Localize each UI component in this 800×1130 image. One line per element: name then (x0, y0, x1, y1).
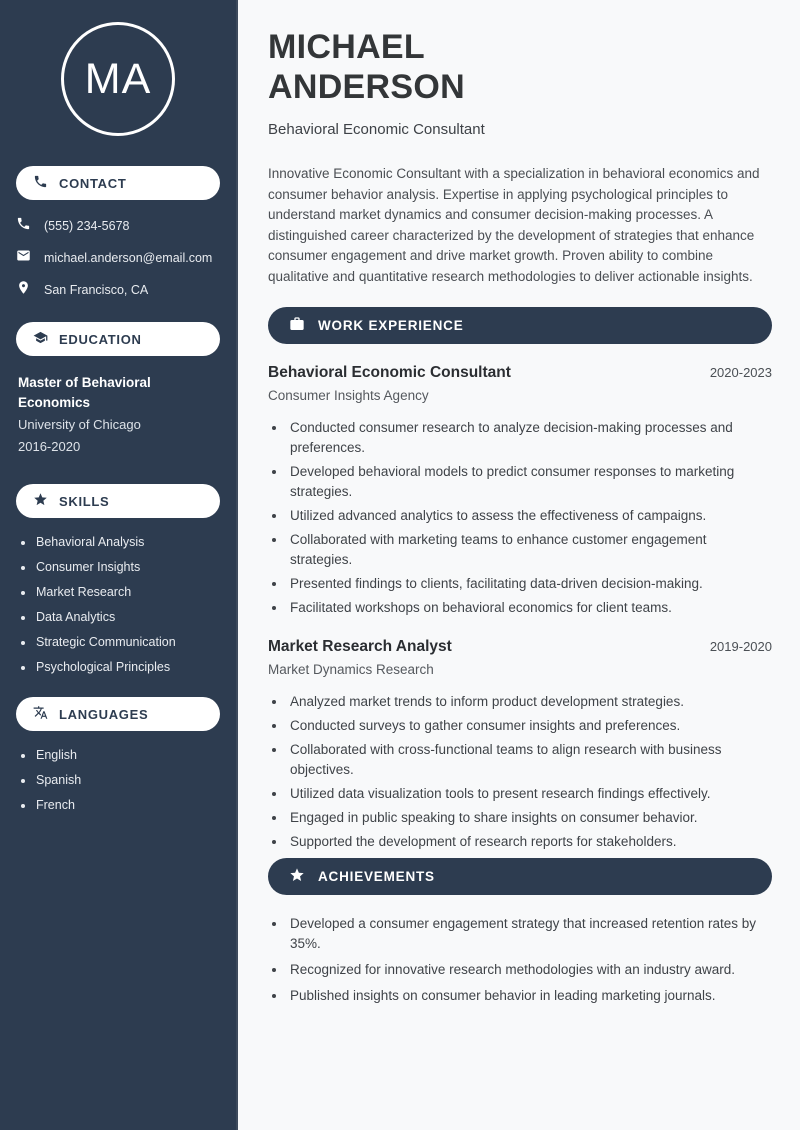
job-bullet: • Conducted consumer research to analyze decision-making processes and preferences. (287, 418, 772, 458)
work-experience-section-label: WORK EXPERIENCE (318, 318, 464, 333)
job-bullet: • Utilized advanced analytics to assess the effectiveness of campaigns. (287, 506, 772, 526)
translate-icon (33, 705, 48, 723)
job-header (268, 637, 772, 656)
job-title: Behavioral Economic Consultant (268, 364, 511, 381)
star-icon (289, 867, 305, 886)
job-bullet: • Analyzed market trends to inform product development strategies. (287, 692, 772, 712)
language-item: Spanish (20, 772, 220, 789)
job-company: Consumer Insights Agency (268, 388, 429, 403)
languages-section-header (16, 697, 220, 731)
achievements-section-header (268, 858, 772, 895)
skill-item: Market Research (20, 584, 220, 601)
profile-summary: Innovative Economic Consultant with a specialization in behavioral economics and consumer behavior analysis. Expertise in applying psychological principles to understand market dynamics and consumer decision-making processes. A distinguished career characterized by the development of strategies that enhance consumer engagement and drive market growth. Proven ability to combine qualitative and quantitative research methodologies to deliver actionable insights. (268, 166, 760, 284)
skill-item: Behavioral Analysis (20, 534, 220, 551)
education-degree: Master of Behavioral Economics (18, 375, 151, 410)
sidebar (0, 0, 238, 1130)
job-entry (268, 637, 772, 852)
contact-list (16, 216, 220, 300)
job-bullet: • Developed behavioral models to predict consumer responses to marketing strategies. (287, 462, 772, 502)
job-bullet: • Facilitated workshops on behavioral economics for client teams. (287, 598, 772, 618)
job-title: Market Research Analyst (268, 638, 452, 655)
location-text: San Francisco, CA (44, 282, 149, 297)
contact-phone-row (16, 216, 220, 236)
languages-list (16, 747, 220, 814)
contact-location-row (16, 280, 220, 300)
job-dates: 2020-2023 (709, 365, 772, 380)
avatar (61, 22, 175, 136)
job-header (268, 363, 772, 382)
email-icon (16, 248, 31, 268)
language-item: French (20, 797, 220, 814)
job-bullet: • Utilized data visualization tools to present research findings effectively. (287, 784, 772, 804)
job-bullet: • Collaborated with cross-functional teams to align research with business objectives. (287, 740, 772, 780)
job-bullet: • Presented findings to clients, facilitating data-driven decision-making. (287, 574, 772, 594)
graduation-cap-icon (33, 330, 48, 348)
education-section-header (16, 322, 220, 356)
briefcase-icon (289, 316, 305, 335)
skills-list (16, 534, 220, 676)
first-name: MICHAEL (268, 28, 425, 66)
achievement-bullet: • Recognized for innovative research methodologies with an industry award. (287, 960, 772, 980)
person-name (268, 27, 772, 107)
job-bullet: • Collaborated with marketing teams to enhance customer engagement strategies. (287, 530, 772, 570)
contact-section-header (16, 166, 220, 200)
contact-email-row (16, 248, 220, 268)
skill-item: Psychological Principles (20, 659, 220, 676)
star-icon (33, 492, 48, 510)
languages-section-label: LANGUAGES (59, 706, 149, 722)
achievements-section-label: ACHIEVEMENTS (318, 869, 435, 884)
education-years: 2016-2020 (18, 439, 81, 454)
main-content (238, 0, 800, 1130)
person-job-title: Behavioral Economic Consultant (268, 121, 485, 138)
job-bullet: • Conducted surveys to gather consumer insights and preferences. (287, 716, 772, 736)
job-entry (268, 363, 772, 618)
skill-item: Strategic Communication (20, 634, 220, 651)
achievement-bullet: • Developed a consumer engagement strategy that increased retention rates by 35%. (287, 914, 772, 954)
skills-section-header (16, 484, 220, 518)
education-entry (16, 373, 220, 457)
achievements-list (268, 914, 772, 1006)
phone-icon (33, 174, 48, 192)
phone-icon (16, 216, 31, 236)
job-dates: 2019-2020 (709, 639, 772, 654)
email-address: michael.anderson@email.com (44, 250, 213, 265)
skill-item: Consumer Insights (20, 559, 220, 576)
location-icon (16, 280, 31, 300)
skills-section-label: SKILLS (59, 493, 110, 509)
achievement-bullet: • Published insights on consumer behavior in leading marketing journals. (287, 986, 772, 1006)
job-company: Market Dynamics Research (268, 662, 434, 677)
education-section-label: EDUCATION (59, 331, 142, 347)
work-experience-section-header (268, 307, 772, 344)
education-school: University of Chicago (18, 417, 141, 432)
avatar-initials: MA (84, 54, 152, 103)
last-name: ANDERSON (268, 68, 465, 106)
job-bullet: • Engaged in public speaking to share insights on consumer behavior. (287, 808, 772, 828)
job-bullet: • Supported the development of research reports for stakeholders. (287, 832, 772, 852)
language-item: English (20, 747, 220, 764)
skill-item: Data Analytics (20, 609, 220, 626)
job-bullet-list (268, 418, 772, 618)
phone-number: (555) 234-5678 (44, 218, 130, 233)
job-bullet-list (268, 692, 772, 852)
contact-section-label: CONTACT (59, 175, 127, 191)
